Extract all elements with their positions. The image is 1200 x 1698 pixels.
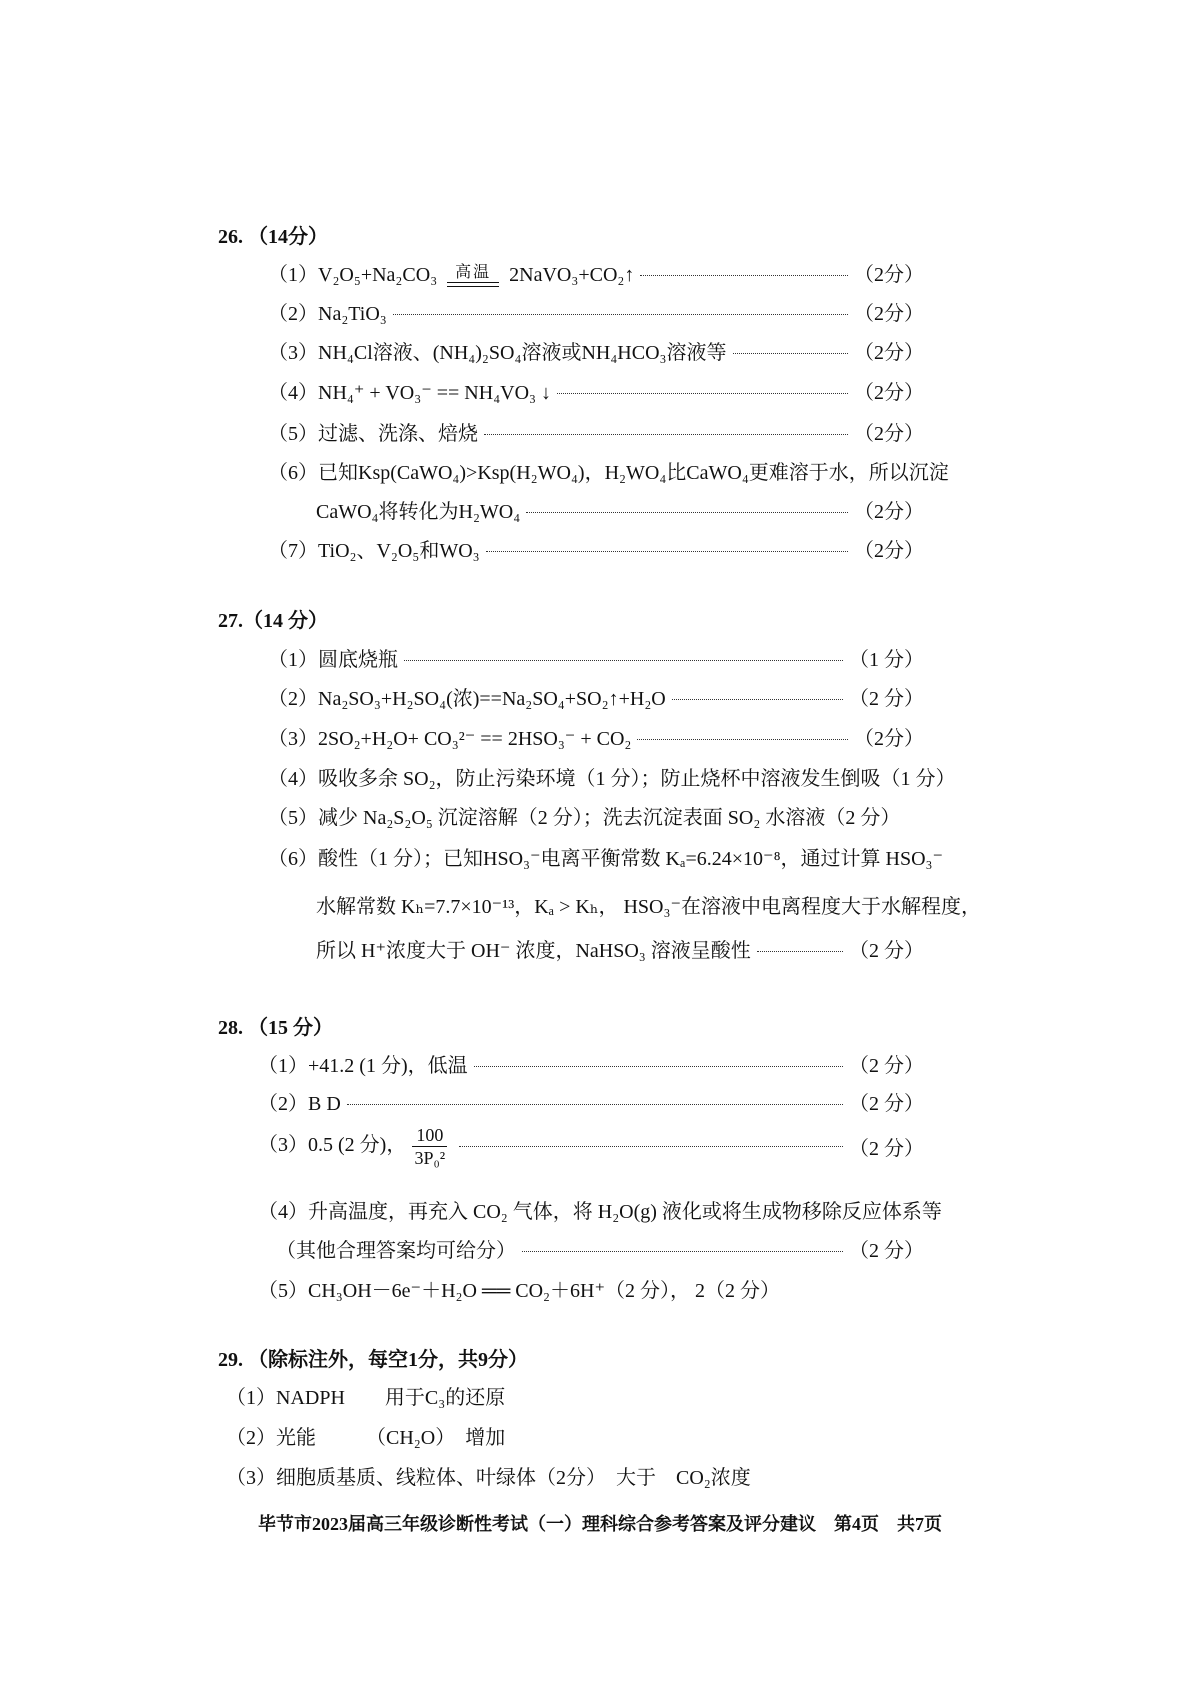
q29-item-3: （3）细胞质基质、线粒体、叶绿体（2分） 大于 CO₂浓度 (226, 1467, 751, 1489)
q28-item-1: （1）+41.2 (1 分)，低温 （2 分） (258, 1055, 924, 1077)
q26-item-6: （6）已知Ksp(CaWO₄)>Ksp(H₂WO₄)，H₂WO₄比CaWO₄更难溶于水，所以沉淀 (268, 462, 949, 484)
q26-item-3: （3）NH₄Cl溶液、(NH₄)₂SO₄溶液或NH₄HCO₃溶液等 （2分） (268, 342, 924, 364)
q26-item-7: （7）TiO₂、V₂O₅和WO₃ （2分） (268, 540, 924, 562)
q28-item-2: （2）B D （2 分） (258, 1093, 924, 1115)
q29-item-2: （2）光能 （CH₂O） 增加 (226, 1427, 506, 1449)
leader-dots (486, 551, 848, 552)
q27-item-1: （1）圆底烧瓶 （1 分） (268, 649, 924, 671)
leader-dots (459, 1146, 843, 1147)
q28-title: 28. （15 分） (218, 1017, 333, 1039)
q26-item-1: （1）V₂O₅+Na₂CO₃ 高温 2NaVO₃+CO₂↑ （2分） (268, 264, 924, 286)
q29-item-1: （1）NADPH 用于C₃的还原 (226, 1387, 506, 1409)
leader-dots (484, 434, 848, 435)
leader-dots (733, 353, 848, 354)
q27-item-6: （6）酸性（1 分）；已知HSO₃⁻电离平衡常数 Kₐ=6.24×10⁻⁸，通过计算 HSO₃⁻ (268, 848, 944, 870)
q26-item-4: （4）NH₄⁺ + VO₃⁻ == NH₄VO₃ ↓ （2分） (268, 382, 924, 404)
q28-item-4-cont: （其他合理答案均可给分） （2 分） (276, 1240, 924, 1262)
q27-item-6-cont-1: 水解常数 Kₕ=7.7×10⁻¹³，Kₐ > Kₕ， HSO₃⁻在溶液中电离程度大于水解程度， (316, 896, 982, 918)
q27-item-3: （3）2SO₂+H₂O+ CO₃²⁻ == 2HSO₃⁻ + CO₂ （2分） (268, 728, 924, 750)
page-footer: 毕节市2023届高三年级诊断性考试（一）理科综合参考答案及评分建议 第4页 共7页 (258, 1514, 942, 1534)
q29-title: 29. （除标注外，每空1分，共9分） (218, 1349, 528, 1371)
q27-title: 27.（14 分） (218, 610, 328, 632)
leader-dots (637, 739, 848, 740)
leader-dots (640, 275, 848, 276)
leader-dots (474, 1066, 843, 1067)
leader-dots (393, 314, 848, 315)
q27-item-6-cont-2: 所以 H⁺浓度大于 OH⁻ 浓度，NaHSO₃ 溶液呈酸性 （2 分） (316, 940, 924, 962)
q28-item-4: （4）升高温度，再充入 CO₂ 气体，将 H₂O(g) 液化或将生成物移除反应体系等 (258, 1201, 942, 1223)
q26-title: 26. （14分） (218, 226, 328, 248)
q27-item-2: （2）Na₂SO₃+H₂SO₄(浓)==Na₂SO₄+SO₂↑+H₂O （2 分） (268, 688, 924, 710)
q27-item-4: （4）吸收多余 SO₂，防止污染环境（1 分）；防止烧杯中溶液发生倒吸（1 分） (268, 768, 956, 790)
q26-item-2: （2）Na₂TiO₃ （2分） (268, 303, 924, 325)
leader-dots (672, 699, 843, 700)
leader-dots (404, 660, 843, 661)
q26-item-6-cont: CaWO₄将转化为H₂WO₄ （2分） (316, 501, 924, 523)
fraction: $\frac{100}{\text{3P₀²}}$ (412, 1124, 447, 1169)
leader-dots (522, 1251, 843, 1252)
q28-item-5: （5）CH₃OH－6e⁻＋H₂O ══ CO₂＋6H⁺（2 分）， 2（2 分） (258, 1280, 781, 1302)
q27-item-5: （5）减少 Na₂S₂O₅ 沉淀溶解（2 分）；洗去沉淀表面 SO₂ 水溶液（2 分） (268, 807, 901, 829)
leader-dots (757, 951, 843, 952)
leader-dots (347, 1104, 843, 1105)
q28-item-3: （3）0.5 (2 分)， $\frac{100}{\text{3P₀²}}$ （2 分） (258, 1125, 924, 1168)
leader-dots (526, 512, 848, 513)
leader-dots (557, 393, 848, 394)
reaction-condition: 高温 (447, 264, 499, 287)
q26-item-5: （5）过滤、洗涤、焙烧 （2分） (268, 423, 924, 445)
